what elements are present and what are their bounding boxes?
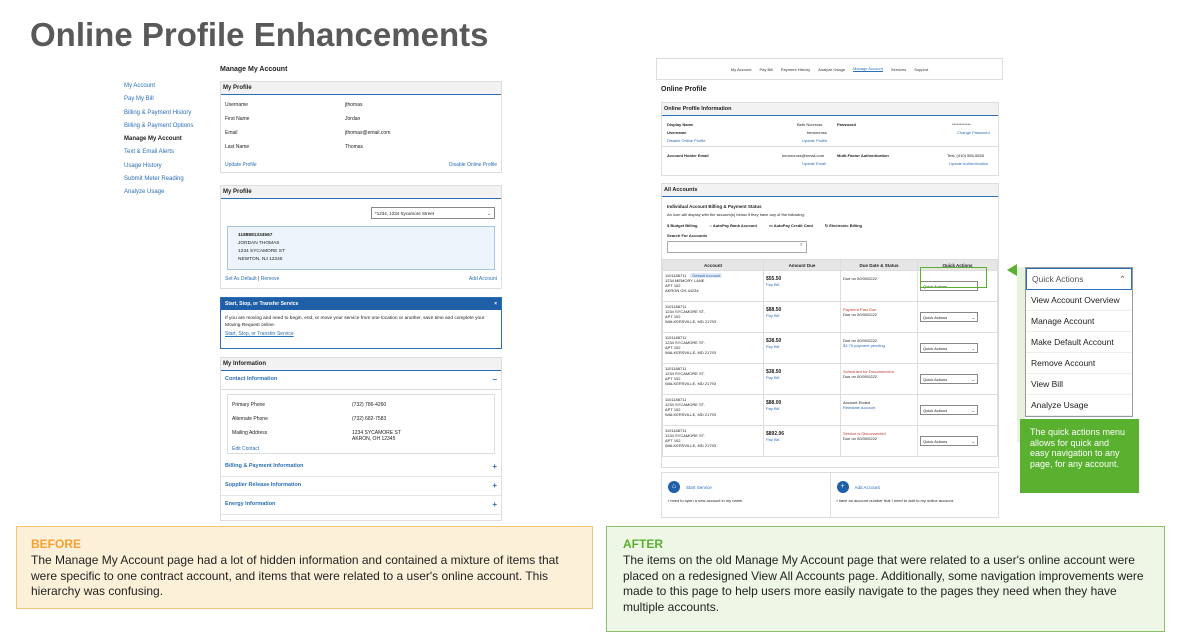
- profile-account-section: My Profile *1234, 1234 Sycamore Street ⌄ 1188881334567 JORDAN THOMAS 1234 SYCAMORE ST NEWTON, NJ 12345 Set As Default | Remove Add Account: [220, 185, 502, 289]
- search-input[interactable]: [667, 241, 807, 253]
- account-cell: 1101188711 1234 SYCAMORE ST. APT 102 WALKERSVILLE, MD 21793: [663, 426, 764, 457]
- account-cell: 1101188711 Default Account 1234 MEMORY LANE APT 102 AKRON OH 44234: [663, 271, 764, 302]
- pay-bill-link[interactable]: Pay Bill: [766, 282, 780, 287]
- menu-item[interactable]: Manage Account: [1026, 311, 1132, 332]
- quick-actions-cell: [918, 426, 998, 457]
- account-cell: 1101188711 1234 SYCAMORE ST. APT 102 WALKERSVILLE, MD 21793: [663, 333, 764, 364]
- after-box: [606, 526, 1165, 632]
- col-header: Amount Due: [764, 260, 841, 271]
- quick-actions-header[interactable]: Quick Actions ⌃: [1026, 268, 1132, 290]
- field-label: Password: [837, 122, 856, 127]
- table-row: [663, 302, 998, 333]
- amount-cell: $892.06 Pay Bill: [764, 426, 841, 457]
- col-header: Quick Actions: [918, 260, 998, 271]
- service-link[interactable]: Start, Stop, or Transfer Service: [225, 331, 294, 337]
- amount-cell: $38.50 Pay Bill: [764, 333, 841, 364]
- amount-cell: $88.00 Pay Bill: [764, 395, 841, 426]
- status-cell: Account Ended Reinstate Account: [841, 395, 918, 426]
- menu-item[interactable]: View Bill: [1026, 374, 1132, 395]
- add-user-icon: +: [837, 481, 849, 493]
- set-default-link[interactable]: Set As Default: [225, 276, 257, 282]
- field-label: Multi-Factor Authentication: [837, 153, 889, 158]
- remove-link[interactable]: Remove: [260, 276, 280, 282]
- section-title: All Accounts: [662, 184, 998, 197]
- pay-bill-link[interactable]: Pay Bill: [766, 313, 780, 318]
- section-title: My Information: [221, 358, 501, 371]
- field-value: Text: (410) 555-5555: [947, 153, 984, 158]
- sidebar-item[interactable]: Billing & Payment Options: [124, 122, 194, 129]
- sidebar-item[interactable]: Text & Email Alerts: [124, 149, 175, 156]
- field-label: Display Name: [667, 122, 694, 127]
- menu-item[interactable]: Make Default Account: [1026, 332, 1132, 353]
- before-page: [220, 66, 502, 521]
- update-profile-link[interactable]: Update Profile: [225, 162, 257, 168]
- billing-accordion[interactable]: Billing & Payment Information +: [221, 458, 501, 477]
- service-body: If you are moving and need to begin, end, or move your service from one location or another, save time and complete your Moving Request online.: [225, 316, 485, 328]
- contact-row: Primary Phone (732) 786-4260: [232, 402, 387, 408]
- before-body: The Manage My Account page had a lot of hidden information and contained a mixture of items that were specific to one contract account, and items that were related to a user's online account. This hierarchy was confusing.: [31, 553, 559, 598]
- start-service-desc: I need to open a new account in my name.: [668, 498, 744, 503]
- nav-my-account[interactable]: My Account: [730, 66, 752, 72]
- start-service-title: Start Service: [686, 484, 712, 490]
- chevron-up-icon: ⌃: [1118, 274, 1126, 284]
- col-header: Due Date & Status: [841, 260, 918, 271]
- before-label: BEFORE: [31, 537, 82, 551]
- before-box: [16, 526, 593, 609]
- home-icon: ⌂: [668, 481, 680, 493]
- col-header: Account: [663, 260, 764, 271]
- close-icon[interactable]: ×: [494, 301, 497, 307]
- edit-contact-link[interactable]: Edit Contact: [232, 446, 260, 452]
- field-value: benorcross: [807, 130, 827, 135]
- chevron-down-icon: ⌄: [971, 284, 975, 289]
- service-title: Start, Stop, or Transfer Service: [225, 301, 299, 307]
- update-profile-link[interactable]: Update Profile: [802, 138, 828, 143]
- default-badge: Default Account: [692, 273, 721, 278]
- change-password-link[interactable]: Change Password: [957, 130, 990, 135]
- service-panel: [220, 297, 502, 349]
- nav-analyze-usage[interactable]: Analyze Usage: [818, 66, 846, 72]
- card-icon: ▭: [768, 223, 774, 228]
- all-accounts-section: [661, 183, 999, 468]
- sidebar-item[interactable]: Analyze Usage: [124, 189, 165, 196]
- add-account-desc: I have an account number that I need to add to my online account.: [836, 498, 954, 503]
- sidebar-item[interactable]: Billing & Payment History: [124, 109, 192, 116]
- budget-icon: $: [667, 223, 671, 228]
- quick-actions-select[interactable]: Quick Actions ⌄: [920, 312, 978, 322]
- status-cell: Due on 00/00/0222 $3.75 payment pending: [841, 333, 918, 364]
- account-select[interactable]: *1234, 1234 Sycamore Street ⌄: [371, 207, 495, 219]
- status-cell: Service is Disconnected Due on 00/00/0222: [841, 426, 918, 457]
- nav-payment-history[interactable]: Payment History: [780, 66, 811, 72]
- pointer-arrow-icon: [1007, 264, 1017, 276]
- start-service-card[interactable]: [662, 473, 831, 517]
- plus-icon: +: [492, 462, 497, 471]
- legend-card: ▭ AutoPay Credit Card: [768, 223, 813, 228]
- account-cell: 1101188711 1234 SYCAMORE ST. APT 102 WALKERSVILLE, MD 21793: [663, 395, 764, 426]
- field-value: benorcross@email.com: [782, 153, 825, 158]
- field-label: Username: [667, 130, 687, 135]
- quick-actions-select[interactable]: Quick Actions ⌄: [920, 436, 978, 446]
- profile-section: [220, 81, 502, 173]
- table-row: [663, 426, 998, 457]
- after-label: AFTER: [623, 537, 663, 551]
- after-body: The items on the old Manage My Account page that were related to a user's online account were placed on a redesigned View All Accounts page. Additionally, some navigation improvements were made to this page to help users more easily navigate to the pages they need when they have multiple accounts.: [623, 553, 1144, 614]
- accounts-table: [662, 259, 998, 457]
- billing-status-heading: Individual Account Billing & Payment Status: [667, 204, 762, 209]
- supplier-accordion[interactable]: Supplier Release Information +: [221, 477, 501, 496]
- amount-cell: $55.50 Pay Bill: [764, 271, 841, 302]
- profile-row: First Name Jordan: [225, 116, 361, 122]
- callout-bridge: [1017, 267, 1025, 442]
- add-account-card[interactable]: [831, 473, 999, 517]
- quick-actions-select[interactable]: Quick Actions ⌄: [920, 405, 978, 415]
- quick-actions-menu: [1025, 267, 1133, 417]
- field-value: ************: [952, 122, 971, 127]
- chevron-down-icon: ⌄: [971, 346, 975, 351]
- online-profile-section: [661, 102, 999, 176]
- account-card[interactable]: 1188881334567 JORDAN THOMAS 1234 SYCAMORE ST NEWTON, NJ 12345: [227, 226, 495, 270]
- table-row: [663, 333, 998, 364]
- sidebar-item[interactable]: My Account: [124, 83, 156, 89]
- before-sidebar: [124, 80, 214, 200]
- chevron-down-icon: ⌄: [487, 211, 491, 216]
- plus-icon: +: [492, 500, 497, 509]
- sidebar-item[interactable]: Usage History: [124, 162, 162, 169]
- amount-cell: $38.50 Pay Bill: [764, 364, 841, 395]
- profile-row: Username jthomas: [225, 102, 363, 108]
- legend-ebill: ↻ Electronic Billing: [824, 223, 862, 228]
- add-account-title: Add Account: [854, 484, 880, 490]
- menu-item[interactable]: Remove Account: [1026, 353, 1132, 374]
- energy-accordion[interactable]: Energy Information +: [221, 496, 501, 515]
- pay-bill-link[interactable]: Pay Bill: [766, 437, 780, 442]
- nav-pay-bill[interactable]: Pay Bill: [759, 66, 773, 72]
- status-description: An icon will display with the account(s) below if they have any of the following:: [667, 212, 805, 217]
- field-value: Beth Norcross: [797, 122, 823, 127]
- status-cell: Due on 00/00/0222: [841, 271, 918, 302]
- highlight-box: [920, 267, 987, 288]
- disable-profile-link[interactable]: Disable Online Profile: [667, 138, 706, 143]
- table-row: [663, 395, 998, 426]
- chevron-down-icon: ⌄: [971, 315, 975, 320]
- chevron-down-icon: ⌄: [971, 408, 975, 413]
- quick-actions-cell: [918, 302, 998, 333]
- update-email-link[interactable]: Update Email: [802, 161, 827, 166]
- pay-bill-link[interactable]: Pay Bill: [766, 375, 780, 380]
- page-title: Online Profile Enhancements: [30, 16, 489, 53]
- sidebar-item[interactable]: Pay My Bill: [124, 96, 154, 103]
- search-icon: ⌕: [799, 242, 803, 248]
- pay-bill-link[interactable]: Pay Bill: [766, 344, 780, 349]
- before-heading: Manage My Account: [220, 66, 288, 73]
- disable-profile-link[interactable]: Disable Online Profile: [448, 162, 497, 168]
- quick-actions-select[interactable]: Quick Actions ⌄: [920, 281, 978, 291]
- contact-row: Mailing Address 1234 SYCAMORE ST AKRON, OH 12345: [232, 430, 401, 442]
- add-account-link[interactable]: Add Account: [468, 276, 497, 282]
- quick-actions-cell: [918, 395, 998, 426]
- chevron-down-icon: ⌄: [971, 439, 975, 444]
- profile-row: Email jthomas@email.com: [225, 130, 391, 136]
- section-title: My Profile: [221, 82, 501, 95]
- pay-bill-link[interactable]: Pay Bill: [766, 406, 780, 411]
- menu-item[interactable]: View Account Overview: [1026, 290, 1132, 311]
- quick-actions-select[interactable]: Quick Actions ⌄: [920, 374, 978, 384]
- minus-icon: −: [492, 375, 497, 384]
- sidebar-item-active[interactable]: Manage My Account: [124, 136, 182, 143]
- search-label: Search For Accounts: [667, 233, 708, 238]
- status-cell: Payment Past Due Due on 00/00/0222: [841, 302, 918, 333]
- nav-services[interactable]: Services: [890, 66, 907, 72]
- field-label: Account Holder Email: [667, 153, 709, 158]
- menu-item[interactable]: Analyze Usage: [1026, 395, 1132, 416]
- amount-cell: $88.50 Pay Bill: [764, 302, 841, 333]
- chevron-down-icon: ⌄: [971, 377, 975, 382]
- after-top-nav: [656, 58, 1003, 80]
- legend-budget: $ Budget Billing: [667, 223, 698, 228]
- account-cell: 1101188711 1234 SYCAMORE ST. APT 102 WALKERSVILLE, MD 21793: [663, 302, 764, 333]
- action-cards: [661, 472, 999, 518]
- contact-row: Alternate Phone (732) 682-7583: [232, 416, 387, 422]
- quick-actions-cell: [918, 333, 998, 364]
- ebill-icon: ↻: [824, 223, 830, 228]
- sidebar-item[interactable]: Submit Meter Reading: [124, 176, 184, 183]
- account-cell: 1101188711 1234 SYCAMORE ST. APT 102 WALKERSVILLE, MD 21793: [663, 364, 764, 395]
- legend-bank: ⌂ AutoPay Bank Account: [709, 223, 757, 228]
- bank-icon: ⌂: [709, 223, 713, 228]
- quick-actions-cell: [918, 364, 998, 395]
- nav-manage-account[interactable]: Manage Account: [853, 66, 883, 71]
- quick-actions-note: The quick actions menu allows for quick and easy navigation to any page, for any account.: [1020, 419, 1139, 493]
- nav-support[interactable]: Support: [914, 66, 929, 72]
- plus-icon: +: [492, 481, 497, 490]
- table-row: [663, 364, 998, 395]
- section-title: My Profile: [221, 186, 501, 199]
- update-auth-link[interactable]: Update Authentication: [949, 161, 989, 166]
- info-section: [220, 357, 502, 521]
- after-heading: Online Profile: [661, 86, 707, 93]
- quick-actions-select[interactable]: Quick Actions ⌄: [920, 343, 978, 353]
- profile-row: Last Name Thomas: [225, 144, 364, 150]
- status-cell: Scheduled for Disconnection Due on 00/00/0222: [841, 364, 918, 395]
- contact-accordion[interactable]: Contact Information −: [221, 371, 501, 390]
- section-title: Online Profile Information: [662, 103, 998, 116]
